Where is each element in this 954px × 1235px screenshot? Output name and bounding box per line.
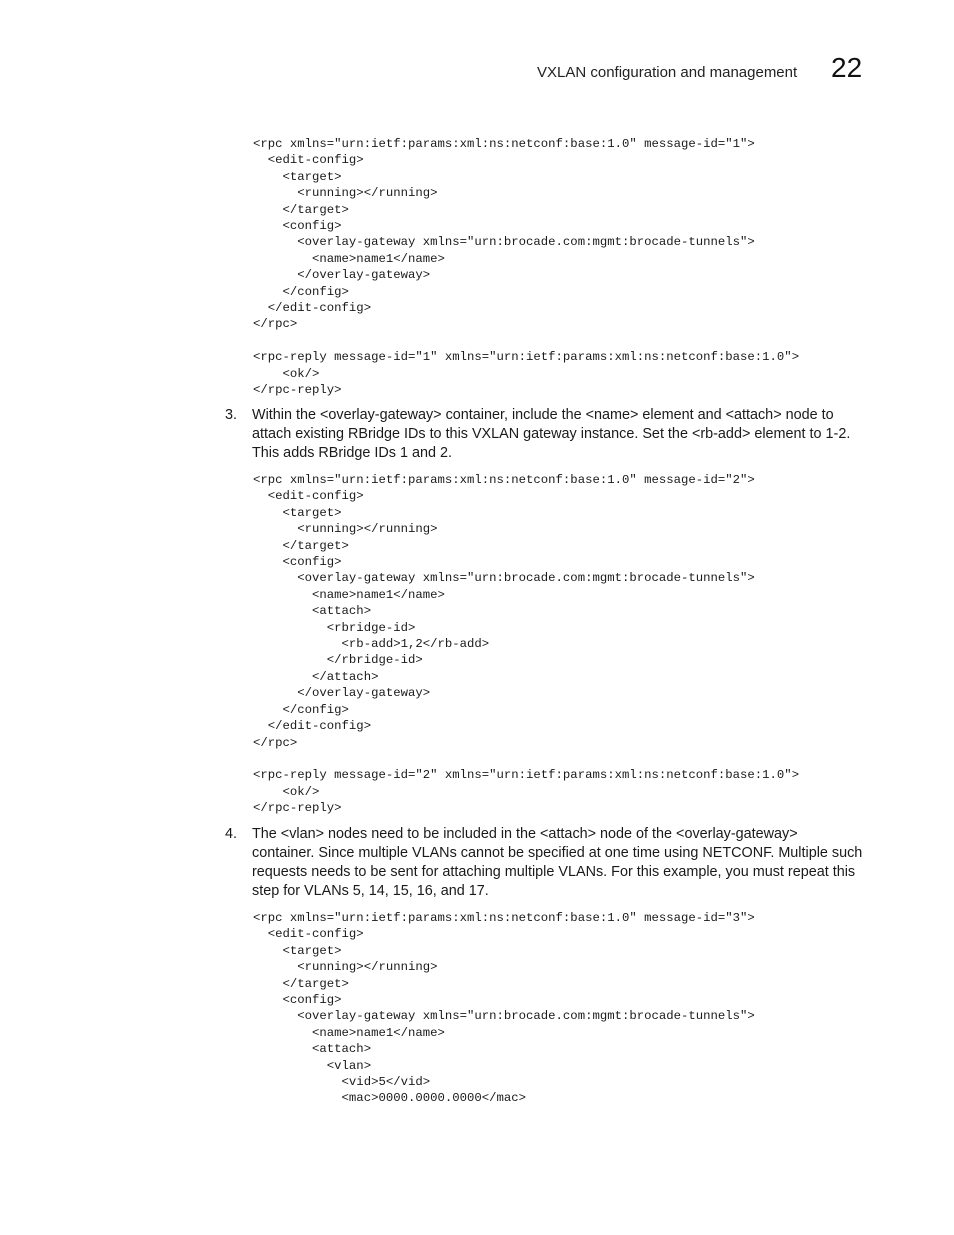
code-block-2: <rpc xmlns="urn:ietf:params:xml:ns:netconf:base:1.0" message-id="2"> <edit-config> <target> <running></running> </target> <config> <overlay-gateway xmlns="urn:brocade.com:mgmt:brocade-tunnels"> <name>name1</name> <attach> <rbridge-id> <rb-add>1,2</rb-add> </rbridge-id> </attach> </overlay-gateway> </config> </edit-config> </rpc> <rpc-reply message-id="2" xmlns="urn:ietf:params:xml:ns:netconf:base:1.0"> <ok/> </rpc-reply> (253, 473, 800, 816)
step-number: 3. (225, 407, 238, 423)
code-block-3: <rpc xmlns="urn:ietf:params:xml:ns:netconf:base:1.0" message-id="3"> <edit-config> <target> <running></running> </target> <config> <overlay-gateway xmlns="urn:brocade.com:mgmt:brocade-tunnels"> <name>name1</name> <attach> <vlan> <vid>5</vid> <mac>0000.0000.0000</mac> (253, 911, 755, 1106)
code-block-1: <rpc xmlns="urn:ietf:params:xml:ns:netconf:base:1.0" message-id="1"> <edit-config> <target> <running></running> </target> <config> <overlay-gateway xmlns="urn:brocade.com:mgmt:brocade-tunnels"> <name>name1</name> </overlay-gateway> </config> </edit-config> </rpc> <rpc-reply message-id="1" xmlns="urn:ietf:params:xml:ns:netconf:base:1.0"> <ok/> </rpc-reply> (253, 137, 800, 398)
step-text-line: requests needs to be sent for attaching multiple VLANs. For this example, you must repeat this (252, 864, 856, 880)
step-text-line: The <vlan> nodes need to be included in the <attach> node of the <overlay-gateway> (252, 826, 798, 842)
step-number: 4. (225, 826, 238, 842)
step-text-line: step for VLANs 5, 14, 15, 16, and 17. (252, 883, 489, 899)
running-header-title: VXLAN configuration and management (537, 64, 798, 81)
step-text (252, 825, 870, 901)
chapter-number: 22 (831, 52, 863, 83)
step-text-line: attach existing RBridge IDs to this VXLAN gateway instance. Set the <rb-add> element to 1-2. (252, 426, 851, 442)
step-text (252, 406, 870, 463)
step-text-line: This adds RBridge IDs 1 and 2. (252, 445, 452, 461)
step-text-line: container. Since multiple VLANs cannot be specified at one time using NETCONF. Multiple such (252, 845, 863, 861)
step-text-line: Within the <overlay-gateway> container, include the <name> element and <attach> node to (252, 407, 834, 423)
